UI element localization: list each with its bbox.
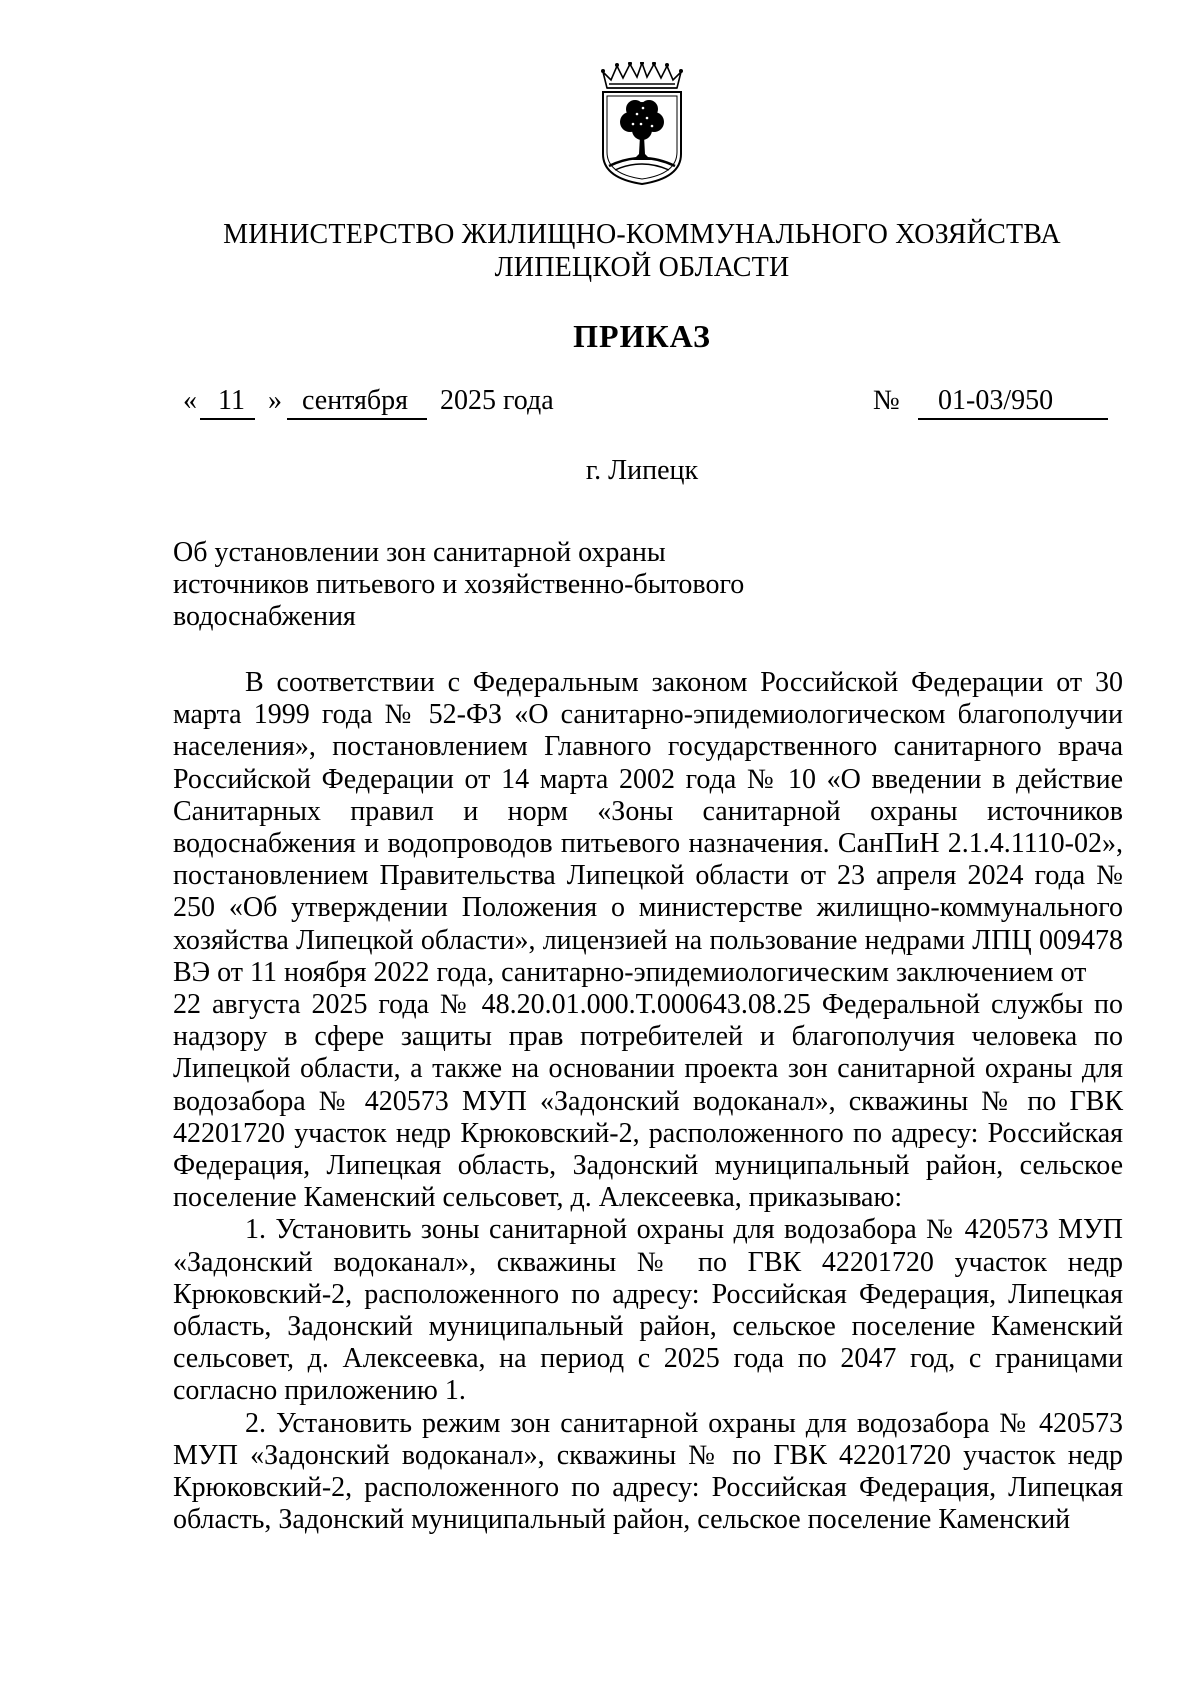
number-underline: [918, 418, 1108, 420]
order-item-1: 1. Установить зоны санитарной охраны для водозабора № 420573 МУП «Задонский водоканал», скважины № по ГВК 42201720 участок недр Крюковский-2, расположенного по адресу: Российская Федерация, Липецкая область, Задонский муниципальный район, сельское поселение Каменский сельсовет, д. Алексеевка, на период с 2025 года по 2047 год, с границами согласно приложению 1.: [173, 1214, 1123, 1407]
order-item-2: 2. Установить режим зон санитарной охраны для водозабора № 420573 МУП «Задонский водоканал», скважины № по ГВК 42201720 участок недр Крюковский-2, расположенного по адресу: Российская Федерация, Липецкая область, Задонский муниципальный район, сельское поселение Каменский: [173, 1407, 1123, 1536]
document-subject: [173, 537, 873, 633]
document-body: [173, 667, 1123, 1536]
date-month: сентября: [302, 385, 409, 416]
subject-line: Об установлении зон санитарной охраны: [173, 537, 666, 568]
day-underline: [200, 418, 255, 420]
preamble-paragraph: В соответствии с Федеральным законом Российской Федерации от 30 марта 1999 года № 52-ФЗ «О санитарно-эпидемиологическом благополучии населения», постановлением Главного государственного санитарного врача Российской Федерации от 14 марта 2002 года № 10 «О введении в действие Санитарных правил и норм «Зоны санитарной охраны источников водоснабжения и водопроводов питьевого назначения. СанПиН 2.1.4.1110-02», постановлением Правительства Липецкой области от 23 апреля 2024 года № 250 «Об утверждении Положения о министерстве жилищно-коммунального хозяйства Липецкой области», лицензией на пользование недрами ЛПЦ 009478 ВЭ от 11 ноября 2022 года, санитарно-эпидемиологическим заключением от: [173, 667, 1123, 988]
coat-of-arms-icon: [597, 62, 687, 186]
date-year: 2025 года: [440, 385, 554, 416]
subject-line: водоснабжения: [173, 601, 356, 632]
city-name: г. Липецк: [585, 455, 699, 486]
document-type-title: ПРИКАЗ: [573, 318, 711, 354]
ministry-name-line1: МИНИСТЕРСТВО ЖИЛИЩНО-КОММУНАЛЬНОГО ХОЗЯЙСТВА: [223, 219, 1061, 250]
document-number: 01-03/950: [938, 385, 1054, 416]
subject-line: источников питьевого и хозяйственно-бытового: [173, 569, 745, 600]
ministry-name-line2: ЛИПЕЦКОЙ ОБЛАСТИ: [494, 252, 790, 283]
month-underline: [287, 418, 427, 420]
preamble-continuation: 22 августа 2025 года № 48.20.01.000.Т.000643.08.25 Федеральной службы по надзору в сфере защиты прав потребителей и благополучия человека по Липецкой области, а также на основании проекта зон санитарной охраны для водозабора № 420573 МУП «Задонский водоканал», скважины № по ГВК 42201720 участок недр Крюковский-2, расположенного по адресу: Российская Федерация, Липецкая область, Задонский муниципальный район, сельское поселение Каменский сельсовет, д. Алексеевка, приказываю:: [173, 989, 1123, 1214]
date-day: 11: [218, 385, 245, 416]
date-number-line: [0, 385, 1200, 425]
date-close-quote: »: [268, 385, 282, 416]
date-open-quote: «: [183, 385, 197, 416]
number-sign: №: [873, 385, 900, 416]
